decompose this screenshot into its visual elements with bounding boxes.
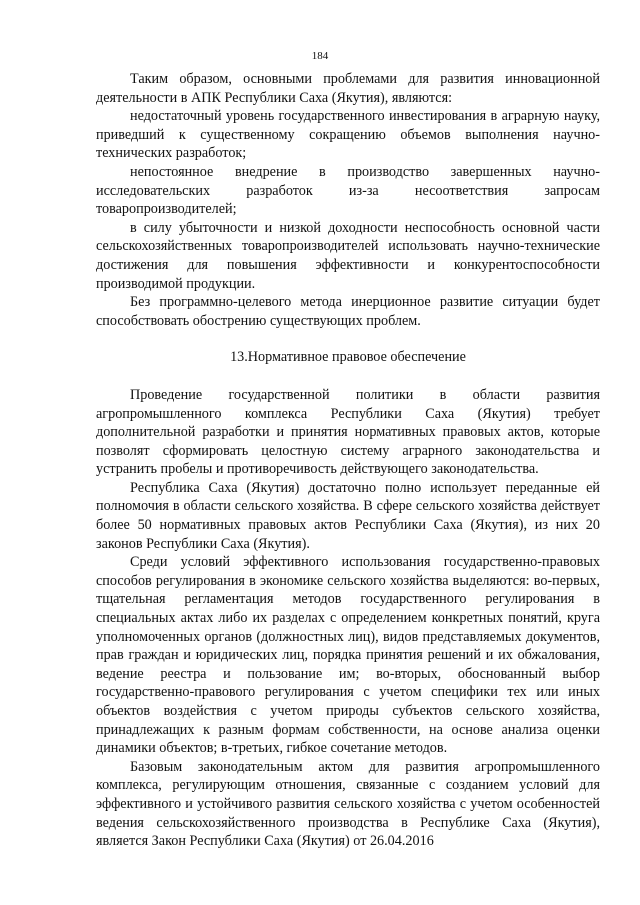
problem-item: недостаточный уровень государственного инвестирования в аграрную науку, приведший к существенному сокращению объемов выполнения научно-технических разработок; [96,108,600,162]
section-paragraph: Проведение государственной политики в области развития агропромышленного комплекса Республики Саха (Якутия) требует дополнительной разработки и принятия нормативных правовых актов, которые позволят сформировать целостную систему аграрного законодательства и устранить пробелы и противоречивость действующего законодательства. [96,386,600,478]
section-paragraph: Базовым законодательным актом для развития агропромышленного комплекса, регулирующим отношения, связанные с созданием условий для эффективного и устойчивого развития сельского хозяйства с учетом особенностей ведения сельскохозяйственного производства в Республике Саха (Якутия), является Закон Республики Саха (Якутия) от 26.04.2016 [96,758,600,850]
section-heading: 13.Нормативное правовое обеспечение [230,349,466,366]
body-text [96,70,600,851]
page-number: 184 [311,50,329,62]
problem-item: непостоянное внедрение в производство завершенных научно-исследовательских разработок из-за несоответствия запросам товаропроизводителей; [96,163,600,218]
problem-item: в силу убыточности и низкой доходности неспособность основной части сельскохозяйственных товаропроизводителей использовать научно-технические достижения для повышения эффективности и конкурентоспособности производимой продукции. [96,219,600,292]
conclusion-paragraph: Без программно-целевого метода инерционное развитие ситуации будет способствовать обострению существующих проблем. [96,294,600,329]
intro-paragraph: Таким образом, основными проблемами для развития инновационной деятельности в АПК Республики Саха (Якутия), являются: [96,71,600,106]
section-paragraph: Среди условий эффективного использования государственно-правовых способов регулирования в экономике сельского хозяйства выделяются: во-первых, тщательная регламентация методов государственного регулирования в специальных актах либо их разделах с определением конкретных понятий, круга уполномоченных органов (должностных лиц), видов представляемых документов, прав граждан и юридических лиц, порядка принятия решений и их обжалования, ведение реестра и пользование им; во-вторых, обоснованный выбор государственно-правового регулирования с учетом специфики тех или иных объектов воздействия с учетом природы субъектов сельского хозяйства, принадлежащих к разным формам собственности, на основе анализа оценки динамики объектов; в-третьих, гибкое сочетание методов. [96,554,600,757]
section-paragraph: Республика Саха (Якутия) достаточно полно использует переданные ей полномочия в области сельского хозяйства. В сфере сельского хозяйства действует более 50 нормативных правовых актов Республики Саха (Якутия), из них 20 законов Республики Саха (Якутия). [96,479,600,552]
